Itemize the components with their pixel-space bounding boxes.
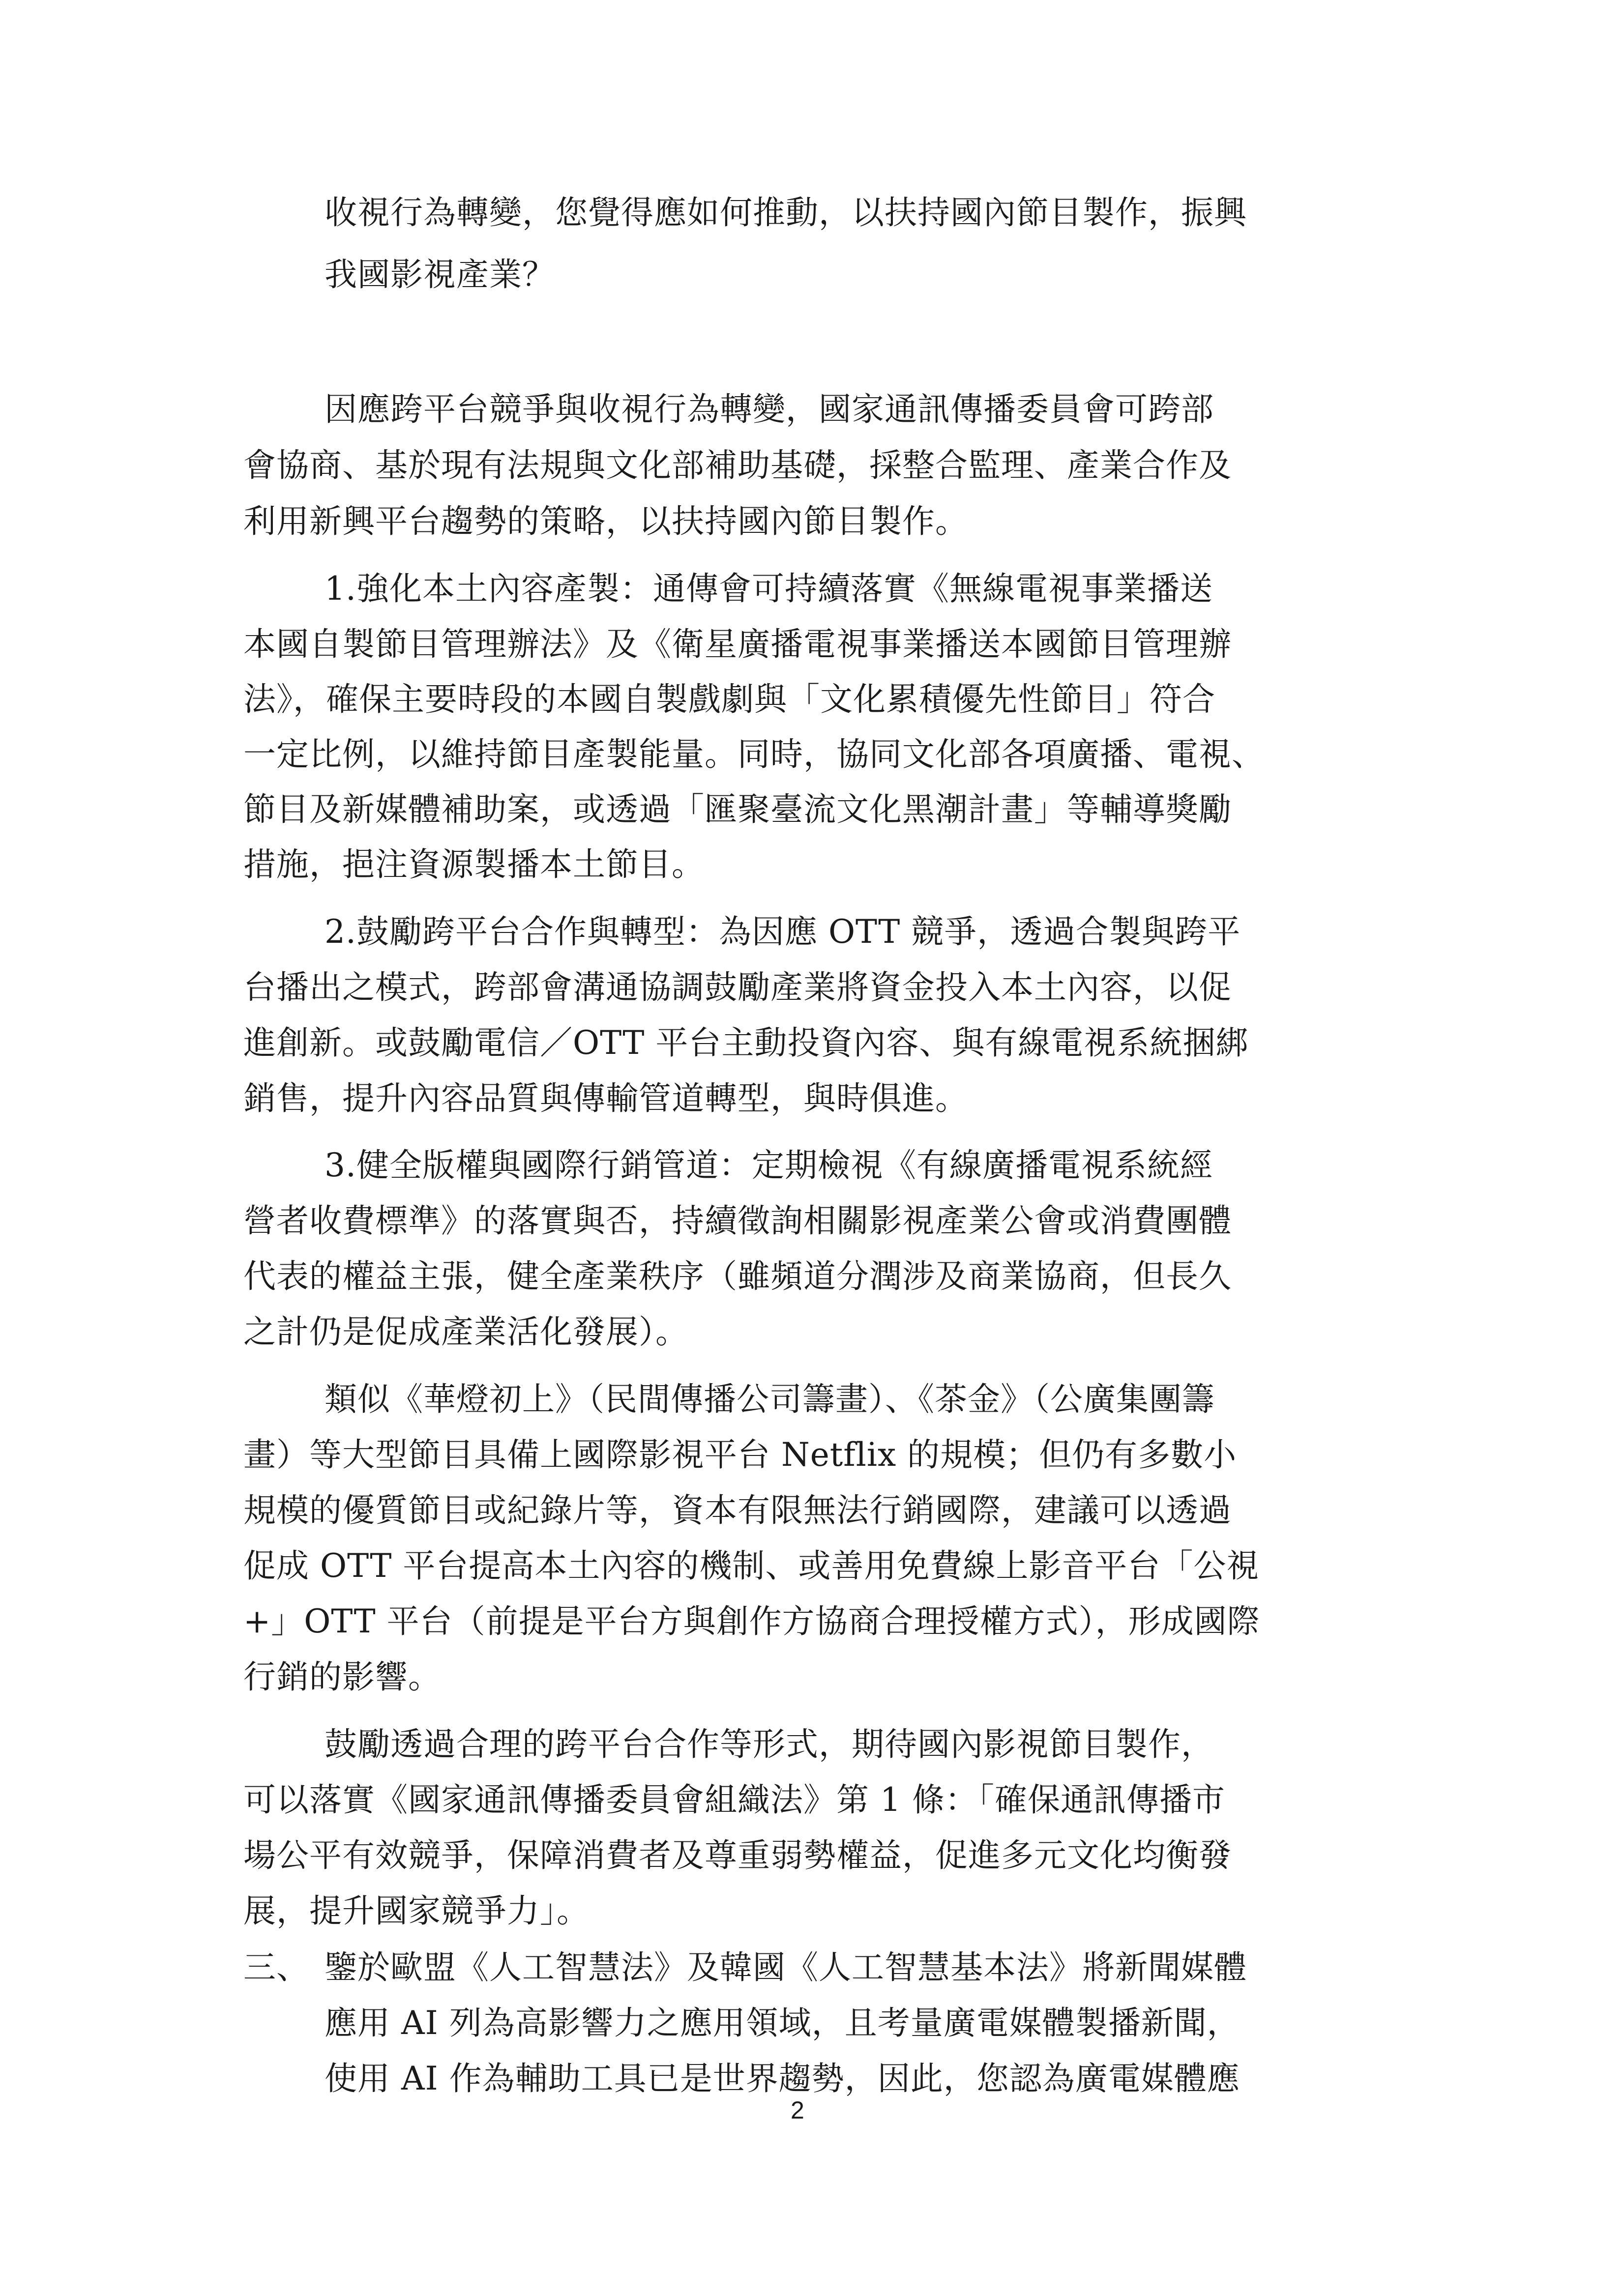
question-3-line-1: 鑒於歐盟《人工智慧法》及韓國《人工智慧基本法》將新聞媒體 [325, 1948, 1247, 1986]
point-1-line-6: 措施，挹注資源製播本土節目。 [243, 845, 705, 883]
point-3-line-2: 營者收費標準》的落實與否，持續徵詢相關影視產業公會或消費團體 [243, 1202, 1232, 1240]
examples-paragraph-line-2: 畫）等大型節目具備上國際影視平台 Netflix 的規模；但仍有多數小 [243, 1436, 1237, 1474]
point-1-line-3: 法》，確保主要時段的本國自製戲劇與「文化累積優先性節目」符合 [243, 680, 1215, 718]
question-continuation-line-1: 收視行為轉變，您覺得應如何推動，以扶持國內節目製作，振興 [325, 194, 1247, 232]
conclusion-paragraph-line-1: 鼓勵透過合理的跨平台合作等形式，期待國內影視節目製作， [325, 1725, 1214, 1763]
examples-paragraph-line-4: 促成 OTT 平台提高本土內容的機制、或善用免費線上影音平台「公視 [243, 1547, 1260, 1585]
question-continuation-line-2: 我國影視產業？ [325, 256, 555, 293]
question-3-number: 三、 [243, 1948, 309, 1986]
conclusion-paragraph-line-2: 可以落實《國家通訊傳播委員會組織法》第 1 條：「確保通訊傳播市 [243, 1781, 1225, 1819]
point-1-line-5: 節目及新媒體補助案，或透過「匯聚臺流文化黑潮計畫」等輔導獎勵 [243, 790, 1232, 828]
point-3-line-3: 代表的權益主張，健全產業秩序（雖頻道分潤涉及商業協商，但長久 [243, 1257, 1232, 1295]
intro-paragraph-line-2: 會協商、基於現有法規與文化部補助基礎，採整合監理、產業合作及 [243, 446, 1232, 484]
intro-paragraph-line-1: 因應跨平台競爭與收視行為轉變，國家通訊傳播委員會可跨部 [325, 390, 1214, 428]
conclusion-paragraph-line-4: 展，提升國家競爭力」。 [243, 1892, 590, 1930]
point-3-line-4: 之計仍是促成產業活化發展）。 [243, 1313, 688, 1351]
examples-paragraph-line-1: 類似《華燈初上》（民間傳播公司籌畫）、《茶金》（公廣集團籌 [325, 1380, 1215, 1418]
examples-paragraph-line-5: +」OTT 平台（前提是平台方與創作方協商合理授權方式），形成國際 [243, 1602, 1260, 1640]
point-1-line-1: 1.強化本土內容產製：通傳會可持續落實《無線電視事業播送 [325, 570, 1213, 608]
question-3-line-3: 使用 AI 作為輔助工具已是世界趨勢，因此，您認為廣電媒體應 [325, 2060, 1240, 2097]
intro-paragraph-line-3: 利用新興平台趨勢的策略，以扶持國內節目製作。 [243, 502, 968, 540]
conclusion-paragraph-line-3: 場公平有效競爭，保障消費者及尊重弱勢權益，促進多元文化均衡發 [243, 1836, 1232, 1874]
point-2-line-1: 2.鼓勵跨平台合作與轉型：為因應 OTT 競爭，透過合製與跨平 [325, 913, 1241, 951]
point-3-line-1: 3.健全版權與國際行銷管道：定期檢視《有線廣播電視系統經 [325, 1146, 1213, 1184]
point-2-line-4: 銷售，提升內容品質與傳輸管道轉型，與時俱進。 [243, 1079, 968, 1117]
question-3-line-2: 應用 AI 列為高影響力之應用領域，且考量廣電媒體製播新聞， [325, 2004, 1240, 2042]
point-2-line-3: 進創新。或鼓勵電信／OTT 平台主動投資內容、與有線電視系統捆綁 [243, 1024, 1249, 1062]
examples-paragraph-line-6: 行銷的影響。 [243, 1658, 441, 1696]
point-1-line-4: 一定比例，以維持節目產製能量。同時，協同文化部各項廣播、電視、 [243, 735, 1265, 773]
point-1-line-2: 本國自製節目管理辦法》及《衛星廣播電視事業播送本國節目管理辦 [243, 625, 1232, 663]
point-2-line-2: 台播出之模式，跨部會溝通協調鼓勵產業將資金投入本土內容，以促 [243, 968, 1232, 1006]
examples-paragraph-line-3: 規模的優質節目或紀錄片等，資本有限無法行銷國際，建議可以透過 [243, 1491, 1232, 1529]
page-number: 2 [791, 2096, 804, 2124]
